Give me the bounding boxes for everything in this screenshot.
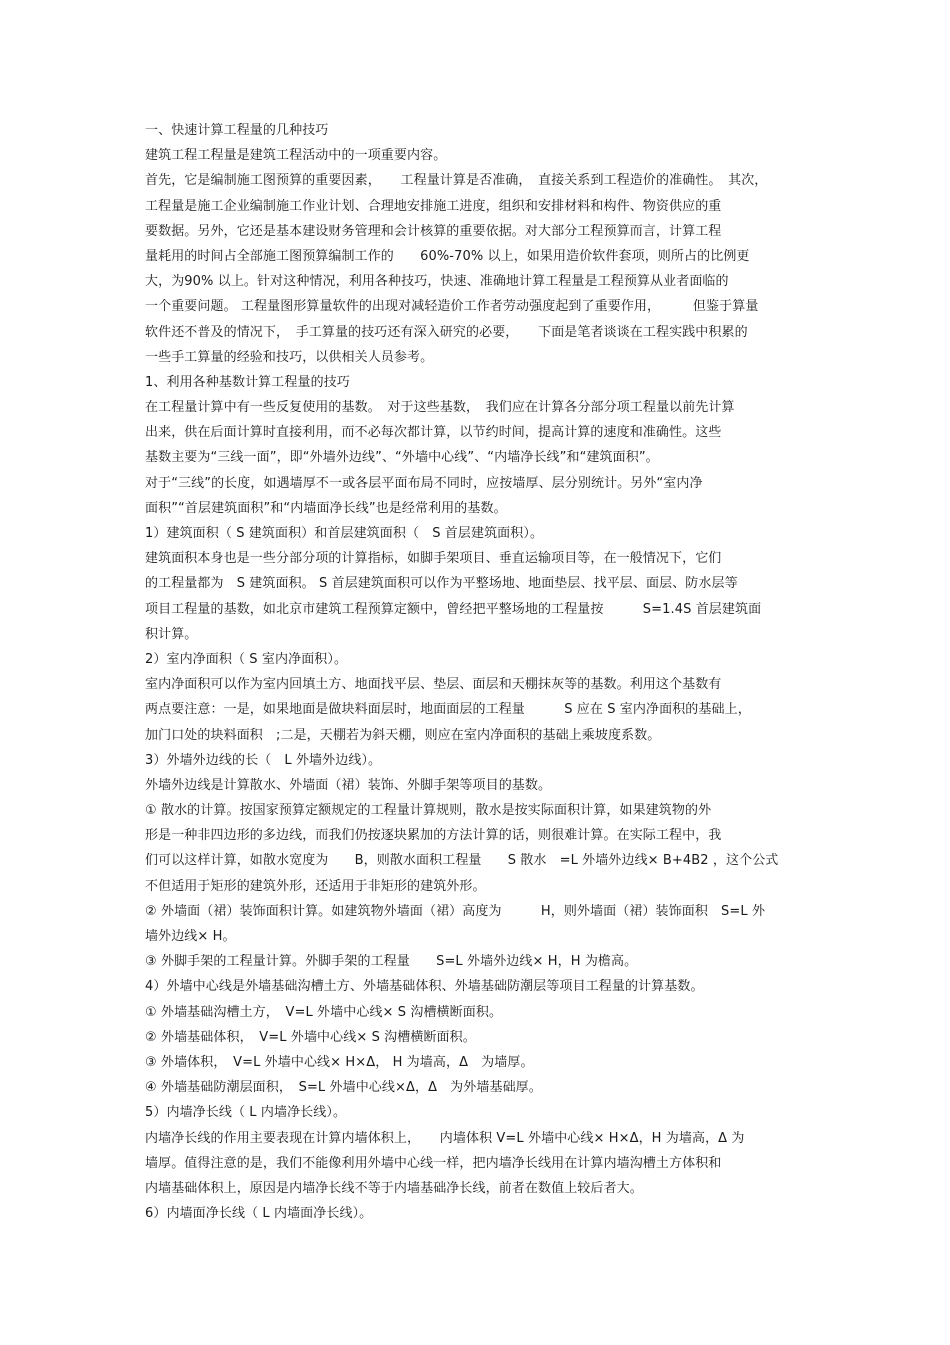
text-line: 大，为90% 以上。针对这种情况，利用各种技巧，快速、准确地计算工程量是工程预算从业者面临的 [145,274,729,290]
text-line: 建筑面积本身也是一些分部分项的计算指标，如脚手架项目、垂直运输项目等，在一般情况下，它们 [145,551,722,567]
text-line: 室内净面积可以作为室内回填土方、地面找平层、垫层、面层和天棚抹灰等的基数。利用这个基数有 [145,677,722,693]
text-line: 两点要注意：一是，如果地面是做块料面层时，地面面层的工程量 S 应在 S 室内净面积的基础上， [145,702,751,718]
text-line: 5）内墙净长线（ L 内墙净长线）。 [145,1105,347,1121]
text-line: 一些手工算量的经验和技巧，以供相关人员参考。 [145,349,434,365]
text-line: 不但适用于矩形的建筑外形，还适用于非矩形的建筑外形。 [145,878,486,894]
text-line: ① 散水的计算。按国家预算定额规定的工程量计算规则，散水是按实际面积计算，如果建筑物的外 [145,803,712,819]
text-line: 量耗用的时间占全部施工图预算编制工作的 60%-70% 以上，如果用造价软件套项，则所占的比例更 [145,248,750,264]
text-line: 建筑工程工程量是建筑工程活动中的一项重要内容。 [145,148,447,164]
text-line: 内墙净长线的作用主要表现在计算内墙体积上， 内墙体积 V=L 外墙中心线× H×Δ，H 为墙高，Δ 为 [145,1130,745,1146]
text-line: 1、利用各种基数计算工程量的技巧 [145,374,350,390]
text-line: 4）外墙中心线是外墙基础沟槽土方、外墙基础体积、外墙基础防潮层等项目工程量的计算基数。 [145,979,704,995]
text-line: ② 外墙面（裙）装饰面积计算。如建筑物外墙面（裙）高度为 H，则外墙面（裙）装饰面积 S=L 外 [145,903,766,919]
text-line: ① 外墙基础沟槽土方， V=L 外墙中心线× S 沟槽横断面积。 [145,1004,503,1020]
text-line: 软件还不普及的情况下， 手工算量的技巧还有深入研究的必要， 下面是笔者谈谈在工程实践中积累的 [145,324,748,340]
text-line: 形是一种非四边形的多边线，而我们仍按逐块累加的方法计算的话，则很难计算。在实际工程中，我 [145,828,722,844]
text-line: 积计算。 [145,626,198,642]
text-line: 要数据。另外，它还是基本建设财务管理和会计核算的重要依据。对大部分工程预算而言，计算工程 [145,223,722,239]
text-line: 工程量是施工企业编制施工作业计划、合理地安排施工进度，组织和安排材料和构件、物资供应的重 [145,198,722,214]
text-line: 们可以这样计算，如散水宽度为 B，则散水面积工程量 S 散水 =L 外墙外边线× B+4B2 ，这个公式 [145,853,779,869]
text-line: 内墙基础体积上，原因是内墙净长线不等于内墙基础净长线，前者在数值上较后者大。 [145,1180,643,1196]
text-line: 基数主要为“三线一面”，即“外墙外边线”、“外墙中心线”、“内墙净长线”和“建筑面积”。 [145,450,659,466]
text-line: 1）建筑面积（ S 建筑面积）和首层建筑面积（ S 首层建筑面积）。 [145,526,544,541]
text-line: 对于“三线”的长度，如遇墙厚不一或各层平面布局不同时，应按墙厚、层分别统计。另外“室内净 [145,475,703,491]
text-line: 2）室内净面积（ S 室内净面积）。 [145,651,348,667]
text-line: 在工程量计算中有一些反复使用的基数。 对于这些基数， 我们应在计算各分部分项工程量以前先计算 [145,400,735,416]
text-line: 一、快速计算工程量的几种技巧 [145,123,329,138]
text-line: ④ 外墙基础防潮层面积， S=L 外墙中心线×Δ，Δ 为外墙基础厚。 [145,1080,542,1096]
text-line: 一个重要问题。 工程量图形算量软件的出现对减轻造价工作者劳动强度起到了重要作用， 但鉴于算量 [145,299,759,315]
text-line: 6）内墙面净长线（ L 内墙面净长线）。 [145,1206,373,1222]
text-line: 3）外墙外边线的长（ L 外墙外边线）。 [145,752,382,768]
text-line: 项目工程量的基数，如北京市建筑工程预算定额中，曾经把平整场地的工程量按 S=1.4S 首层建筑面 [145,601,762,617]
text-line: ③ 外墙体积， V=L 外墙中心线× H×Δ， H 为墙高，Δ 为墙厚。 [145,1054,534,1070]
document-body [145,118,815,1226]
text-line: 的工程量都为 S 建筑面积。 S 首层建筑面积可以作为平整场地、地面垫层、找平层、面层、防水层等 [145,576,738,592]
text-line: ③ 外脚手架的工程量计算。外脚手架的工程量 S=L 外墙外边线× H，H 为檐高。 [145,954,638,970]
text-line: 墙厚。值得注意的是，我们不能像利用外墙中心线一样，把内墙净长线用在计算内墙沟槽土方体积和 [145,1155,722,1171]
text-line: 外墙外边线是计算散水、外墙面（裙）装饰、外脚手架等项目的基数。 [145,777,552,793]
text-line: 墙外边线× H。 [145,929,236,944]
text-line: 出来，供在后面计算时直接利用，而不必每次都计算，以节约时间，提高计算的速度和准确性。这些 [145,425,722,441]
text-line: 加门口处的块料面积 ;二是，天棚若为斜天棚，则应在室内净面积的基础上乘坡度系数。 [145,727,661,743]
text-line: ② 外墙基础体积， V=L 外墙中心线× S 沟槽横断面积。 [145,1029,476,1045]
text-line: 首先，它是编制施工图预算的重要因素， 工程量计算是否准确， 直接关系到工程造价的准确性。 其次， [145,173,768,189]
text-line: 面积”“首层建筑面积”和“内墙面净长线”也是经常利用的基数。 [145,500,507,516]
